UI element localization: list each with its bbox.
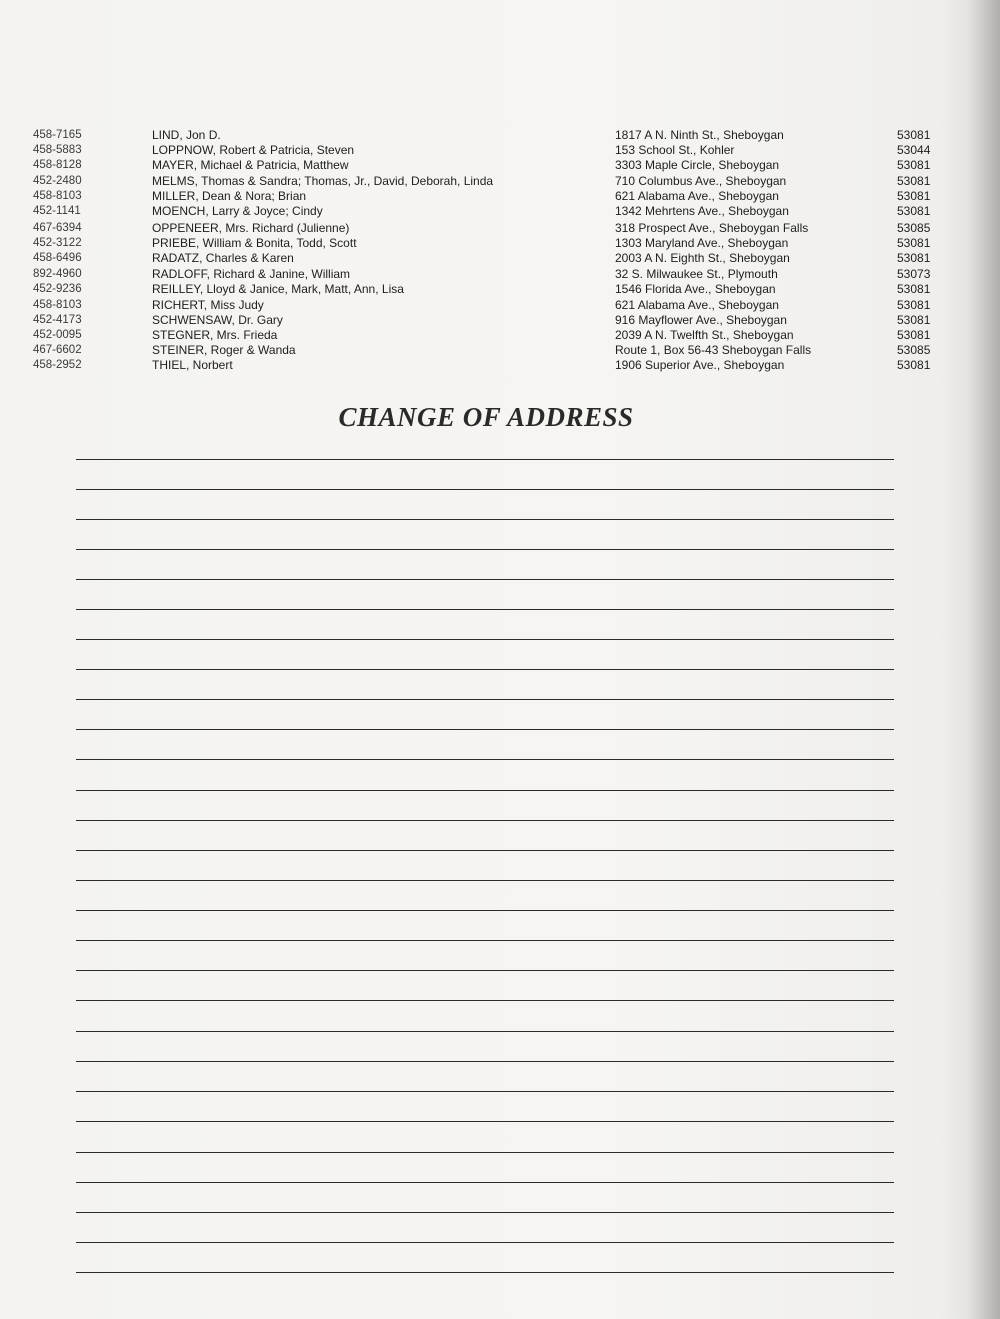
directory-row [0, 128, 1000, 143]
phone-number: 458-6496 [33, 252, 82, 264]
street-address: 1906 Superior Ave., Sheboygan [615, 358, 785, 372]
directory-row [0, 343, 1000, 358]
write-in-line [76, 1152, 894, 1153]
street-address: 621 Alabama Ave., Sheboygan [615, 189, 779, 203]
phone-number: 458-8128 [33, 159, 82, 171]
member-name: STEGNER, Mrs. Frieda [152, 328, 278, 342]
phone-number: 452-9236 [33, 283, 82, 295]
street-address: 2003 A N. Eighth St., Sheboygan [615, 251, 790, 265]
write-in-line [76, 669, 894, 670]
member-name: REILLEY, Lloyd & Janice, Mark, Matt, Ann, Lisa [152, 282, 404, 296]
phone-number: 467-6394 [33, 222, 82, 234]
phone-number: 458-8103 [33, 299, 82, 311]
write-in-line [76, 759, 894, 760]
write-in-line [76, 549, 894, 550]
zip-code: 53081 [897, 282, 931, 296]
street-address: 318 Prospect Ave., Sheboygan Falls [615, 221, 809, 235]
directory-row [0, 282, 1000, 297]
street-address: 3303 Maple Circle, Sheboygan [615, 158, 780, 172]
write-in-line [76, 940, 894, 941]
directory-row [0, 267, 1000, 282]
directory-row [0, 298, 1000, 313]
directory-row [0, 204, 1000, 219]
write-in-line [76, 489, 894, 490]
zip-code: 53081 [897, 158, 931, 172]
write-in-line [76, 880, 894, 881]
member-name: LOPPNOW, Robert & Patricia, Steven [152, 143, 355, 157]
write-in-line [76, 519, 894, 520]
phone-number: 892-4960 [33, 268, 82, 280]
directory-row [0, 158, 1000, 173]
member-name: PRIEBE, William & Bonita, Todd, Scott [152, 236, 357, 250]
zip-code: 53081 [897, 128, 931, 142]
street-address: Route 1, Box 56-43 Sheboygan Falls [615, 343, 812, 357]
zip-code: 53085 [897, 343, 931, 357]
zip-code: 53081 [897, 251, 931, 265]
write-in-line [76, 459, 894, 460]
write-in-line [76, 609, 894, 610]
write-in-line [76, 639, 894, 640]
street-address: 1303 Maryland Ave., Sheboygan [615, 236, 789, 250]
zip-code: 53081 [897, 189, 931, 203]
write-in-line [76, 790, 894, 791]
phone-number: 467-6602 [33, 344, 82, 356]
member-name: RADATZ, Charles & Karen [152, 251, 294, 265]
street-address: 32 S. Milwaukee St., Plymouth [615, 267, 778, 281]
write-in-line [76, 1121, 894, 1122]
phone-number: 452-3122 [33, 237, 82, 249]
directory-row [0, 328, 1000, 343]
directory-row [0, 221, 1000, 236]
phone-number: 458-5883 [33, 144, 82, 156]
write-in-line [76, 850, 894, 851]
zip-code: 53044 [897, 143, 931, 157]
write-in-line [76, 1242, 894, 1243]
directory-row [0, 236, 1000, 251]
directory-row [0, 143, 1000, 158]
zip-code: 53081 [897, 204, 931, 218]
member-name: MILLER, Dean & Nora; Brian [152, 189, 307, 203]
zip-code: 53073 [897, 267, 931, 281]
phone-number: 452-1141 [33, 205, 81, 217]
phone-number: 452-2480 [33, 175, 82, 187]
street-address: 1817 A N. Ninth St., Sheboygan [615, 128, 784, 142]
write-in-line [76, 699, 894, 700]
zip-code: 53081 [897, 328, 931, 342]
street-address: 2039 A N. Twelfth St., Sheboygan [615, 328, 794, 342]
write-in-line [76, 1182, 894, 1183]
member-name: MOENCH, Larry & Joyce; Cindy [152, 204, 323, 218]
member-name: THIEL, Norbert [152, 358, 233, 372]
write-in-line [76, 910, 894, 911]
write-in-line [76, 579, 894, 580]
write-in-line [76, 1091, 894, 1092]
write-in-line [76, 1272, 894, 1273]
member-name: MELMS, Thomas & Sandra; Thomas, Jr., David, Deborah, Linda [152, 174, 494, 188]
phone-number: 458-7165 [33, 129, 82, 141]
write-in-line [76, 1212, 894, 1213]
street-address: 710 Columbus Ave., Sheboygan [615, 174, 787, 188]
street-address: 1342 Mehrtens Ave., Sheboygan [615, 204, 789, 218]
write-in-line [76, 1061, 894, 1062]
member-name: MAYER, Michael & Patricia, Matthew [152, 158, 349, 172]
directory-row [0, 251, 1000, 266]
zip-code: 53085 [897, 221, 931, 235]
change-of-address-title: CHANGE OF ADDRESS [338, 402, 634, 432]
phone-number: 458-2952 [33, 359, 82, 371]
street-address: 153 School St., Kohler [615, 143, 735, 157]
write-in-line [76, 1000, 894, 1001]
zip-code: 53081 [897, 358, 931, 372]
directory-row [0, 174, 1000, 189]
write-in-line [76, 1031, 894, 1032]
directory-row [0, 189, 1000, 204]
member-name: STEINER, Roger & Wanda [152, 343, 296, 357]
zip-code: 53081 [897, 298, 931, 312]
write-in-line [76, 820, 894, 821]
member-name: LIND, Jon D. [152, 128, 221, 142]
phone-number: 452-4173 [33, 314, 82, 326]
write-in-line [76, 970, 894, 971]
directory-row [0, 313, 1000, 328]
phone-number: 458-8103 [33, 190, 82, 202]
zip-code: 53081 [897, 313, 931, 327]
member-name: RICHERT, Miss Judy [152, 298, 264, 312]
member-name: SCHWENSAW, Dr. Gary [152, 313, 283, 327]
member-name: RADLOFF, Richard & Janine, William [152, 267, 351, 281]
write-in-line [76, 729, 894, 730]
directory-row [0, 358, 1000, 373]
street-address: 1546 Florida Ave., Sheboygan [615, 282, 776, 296]
member-name: OPPENEER, Mrs. Richard (Julienne) [152, 221, 350, 235]
phone-number: 452-0095 [33, 329, 82, 341]
zip-code: 53081 [897, 174, 931, 188]
street-address: 621 Alabama Ave., Sheboygan [615, 298, 779, 312]
zip-code: 53081 [897, 236, 931, 250]
street-address: 916 Mayflower Ave., Sheboygan [615, 313, 787, 327]
